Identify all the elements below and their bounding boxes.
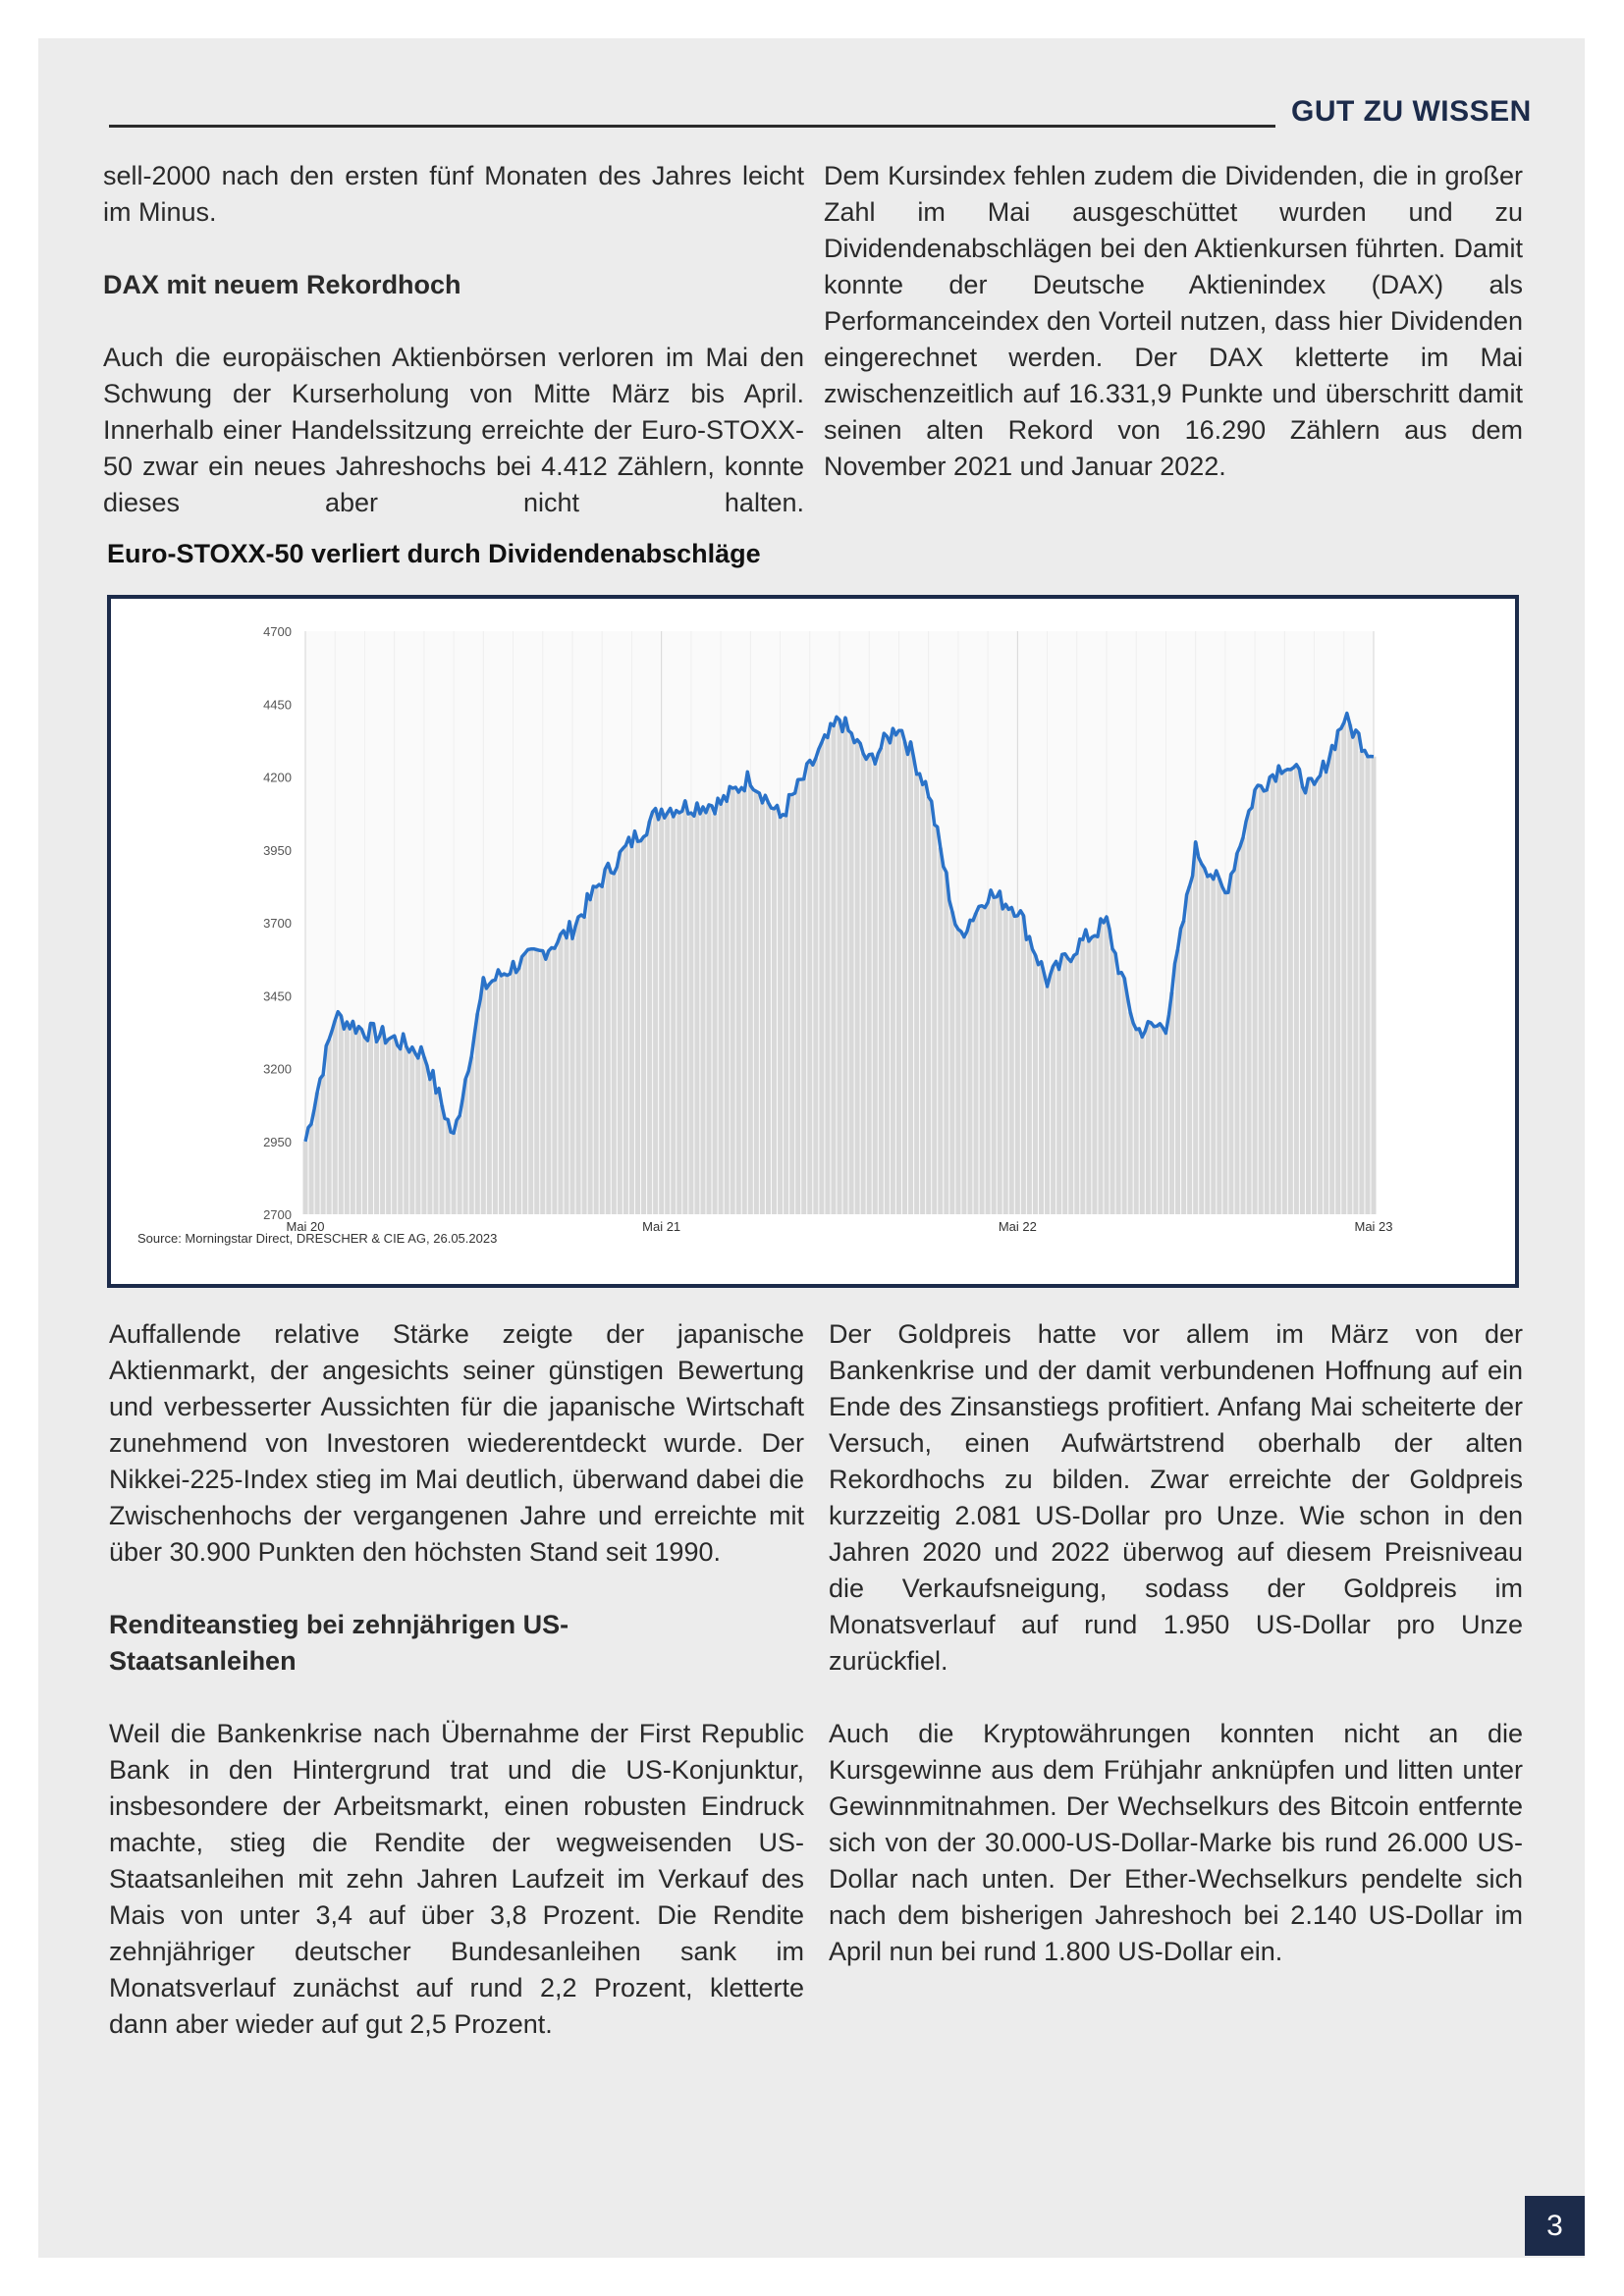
area-bar [932, 825, 937, 1214]
area-bar [552, 948, 557, 1214]
area-bar [885, 736, 890, 1214]
page [38, 38, 1585, 2258]
area-bar [368, 1024, 373, 1214]
area-bar [493, 980, 498, 1214]
area-bar [1164, 1034, 1168, 1214]
chart-title: Euro-STOXX-50 verliert durch Dividendenabschläge [107, 539, 761, 568]
area-bar [1318, 775, 1323, 1214]
area-bar [980, 906, 985, 1214]
area-bar [356, 1027, 361, 1214]
paragraph-japan: Auffallende relative Stärke zeigte der japanische Aktienmarkt, der angesichts seiner günstigen Bewertung und verbesserter Aussichten für die japanische Wirtschaft zunehmend von Investoren wiederentdeckt wurde. Der Nikkei-225-Index stieg im Mai deutlich, überwand dabei die Zwischenhochs der vergangenen Jahre und erreichte mit über 30.900 Punkten den höchsten Stand seit 1990. [109, 1319, 804, 1567]
area-bar [303, 1142, 308, 1214]
area-bar [1247, 811, 1252, 1214]
area-bar [546, 951, 551, 1214]
area-bar [309, 1124, 314, 1214]
area-bar [1021, 916, 1026, 1214]
area-bar [1152, 1027, 1157, 1214]
area-bar [345, 1022, 350, 1214]
area-bar [339, 1016, 344, 1214]
area-bar [974, 913, 979, 1214]
area-bar [1122, 978, 1127, 1214]
area-bar [618, 852, 623, 1214]
area-bar [949, 911, 954, 1214]
area-bar [760, 803, 765, 1214]
area-bar [998, 891, 1002, 1214]
area-bar [522, 953, 527, 1214]
paragraph-kursindex: Dem Kursindex fehlen zudem die Dividenden, die in großer Zahl im Mai ausgeschüttet wurden und zu Dividendenabschlägen bei den Aktienkursen führten. Damit konnte der Deutsche Aktienindex (DAX) als Performanceindex den Vorteil nutzen, dass hier Dividenden eingerechnet werden. Der DAX kletterte im Mai zwischenzeitlich auf 16.331,9 Punkte und überschritt damit seinen alten Rekord von 16.290 Zählern aus dem November 2021 und Januar 2022. [824, 161, 1523, 481]
area-bar [849, 733, 854, 1214]
area-bar [1228, 874, 1233, 1214]
area-bar [671, 817, 676, 1214]
area-bar [1306, 778, 1311, 1214]
area-bar [1265, 790, 1270, 1214]
area-bar [688, 813, 693, 1214]
area-bar [719, 804, 724, 1214]
area-bar [427, 1080, 432, 1214]
area-bar [1282, 771, 1287, 1214]
area-bar [1080, 939, 1085, 1214]
area-bar [731, 788, 735, 1214]
area-bar [421, 1057, 426, 1214]
area-bar [1187, 886, 1192, 1214]
page-number: 3 [1525, 2196, 1585, 2256]
area-bar [1128, 1012, 1133, 1214]
area-bar [1276, 766, 1281, 1214]
area-bar [386, 1040, 391, 1214]
x-tick-label: Mai 21 [642, 1219, 681, 1234]
area-bar [1039, 962, 1044, 1214]
y-tick-label: 4700 [263, 624, 292, 639]
header-rule [109, 125, 1275, 128]
area-bar [855, 740, 860, 1214]
area-bar [665, 813, 670, 1214]
paragraph-us-bonds: Weil die Bankenkrise nach Übernahme der First Republic Bank in den Hintergrund trat und die US-Konjunktur, insbesondere der Arbeitsmarkt, einen robusten Eindruck machte, stieg die Rendite der wegweisenden US-Staatsanleihen mit zehn Jahren Laufzeit im Verkauf des Mais von unter 3,4 auf über 3,8 Prozent. Die Rendite zehnjähriger deutscher Bundesanleihen sank im Monatsverlauf zunächst auf rund 2,2 Prozent, kletterte dann aber wieder auf gut 2,5 Prozent. [109, 1719, 804, 2039]
area-bar [1181, 921, 1186, 1214]
y-tick-label: 2950 [263, 1134, 292, 1149]
area-bar [902, 742, 907, 1214]
area-bar [1312, 784, 1317, 1214]
area-bar [511, 961, 515, 1214]
area-bar [1329, 745, 1334, 1214]
area-bar [831, 725, 836, 1214]
x-tick-label: Mai 23 [1354, 1219, 1393, 1234]
area-bar [778, 817, 783, 1214]
area-bar [789, 795, 794, 1214]
heading-dax: DAX mit neuem Rekordhoch [103, 270, 461, 299]
area-bar [896, 730, 901, 1214]
area-bar [446, 1119, 451, 1214]
area-bar [333, 1021, 338, 1214]
area-bar [1045, 987, 1050, 1214]
area-bar [582, 917, 587, 1214]
area-bar [380, 1027, 385, 1214]
area-bar [1098, 919, 1103, 1214]
area-bar [766, 803, 771, 1214]
area-bar [961, 937, 966, 1214]
area-bar [1027, 936, 1032, 1214]
area-bar [499, 976, 504, 1214]
area-bar [475, 1013, 480, 1214]
area-bar [694, 803, 699, 1214]
area-bar [772, 809, 777, 1214]
area-bar [1253, 790, 1258, 1214]
area-bar [992, 897, 997, 1214]
area-bar [861, 754, 866, 1214]
area-bar [700, 807, 705, 1214]
area-bar [1353, 730, 1358, 1214]
area-bar [1051, 966, 1056, 1214]
area-bar [362, 1038, 367, 1214]
area-bar [505, 976, 510, 1214]
y-tick-label: 3450 [263, 988, 292, 1004]
paragraph-gold: Der Goldpreis hatte vor allem im März von der Bankenkrise und der damit verbundenen Hoffnung auf ein Ende des Zinsanstiegs profitiert. Anfang Mai scheiterte der Versuch, einen Aufwärtstrend oberhalb der alten Rekordhochs zu bilden. Zwar erreichte der Goldpreis kurzzeitig 2.081 US-Dollar pro Unze. Wie schon in den Jahren 2020 und 2022 überwog auf diesem Preisniveau die Verkaufsneigung, sodass der Goldpreis im Monatsverlauf auf rund 1.950 US-Dollar pro Unze zurückfiel. [829, 1319, 1523, 1676]
area-bar [1074, 953, 1079, 1214]
area-bar [558, 934, 563, 1214]
area-bar [795, 779, 800, 1214]
area-bar [1205, 877, 1210, 1214]
area-bar [736, 792, 741, 1214]
y-tick-label: 4450 [263, 697, 292, 713]
area-bar [677, 813, 681, 1214]
area-bar [1169, 992, 1174, 1214]
area-bar [1259, 786, 1264, 1214]
area-bar [1359, 751, 1364, 1214]
area-bar [1288, 770, 1293, 1214]
area-bar [440, 1105, 445, 1214]
area-bar [742, 791, 747, 1214]
area-bar [807, 761, 812, 1214]
area-bar [1271, 774, 1275, 1214]
y-tick-label: 2700 [263, 1207, 292, 1222]
area-bar [659, 809, 664, 1214]
area-bar [1086, 941, 1091, 1214]
area-bar [1199, 864, 1204, 1214]
area-bar [682, 801, 687, 1214]
area-bar [707, 805, 712, 1214]
area-bar [415, 1058, 420, 1214]
area-bar [540, 951, 545, 1214]
area-bar [606, 863, 611, 1214]
area-bar [600, 886, 605, 1214]
area-bar [398, 1049, 403, 1214]
area-bar [327, 1040, 332, 1214]
area-bar [629, 846, 634, 1214]
heading-renditeanstieg: Renditeanstieg bei zehnjährigen US-Staatsanleihen [109, 1610, 569, 1676]
column-bottom-left [109, 1316, 804, 2043]
area-bar [813, 759, 818, 1214]
area-bar [1294, 765, 1299, 1214]
area-bar [1068, 961, 1073, 1214]
area-bar [867, 755, 872, 1214]
paragraph-crypto: Auch die Kryptowährungen konnten nicht an die Kursgewinne aus dem Frühjahr anknüpfen und litten unter Gewinnmitnahmen. Der Wechselkurs des Bitcoin entfernte sich von der 30.000-US-Dollar-Marke bis rund 26.000 US-Dollar nach unten. Der Ether-Wechselkurs pendelte sich nach dem bisherigen Jahreshoch bei 2.140 US-Dollar im April nun bei rund 1.800 US-Dollar ein. [829, 1719, 1523, 1966]
area-bar [1033, 955, 1038, 1214]
area-bar [392, 1036, 397, 1214]
area-bar [1324, 773, 1328, 1214]
area-bar [1211, 880, 1216, 1214]
area-bar [914, 774, 919, 1214]
column-bottom-right [829, 1316, 1523, 1970]
area-bar [920, 784, 925, 1214]
area-bar [944, 873, 948, 1214]
area-bar [594, 887, 599, 1214]
area-bar [1222, 892, 1227, 1214]
area-bar [588, 900, 593, 1214]
area-bar [1158, 1024, 1163, 1214]
y-tick-label: 3200 [263, 1061, 292, 1077]
area-bar [1009, 907, 1014, 1214]
area-bar [825, 737, 830, 1214]
area-bar [955, 930, 960, 1214]
area-bar [1105, 917, 1110, 1214]
area-bar [351, 1021, 355, 1214]
area-bar [1217, 879, 1221, 1214]
area-bar [1003, 904, 1008, 1214]
area-bar [967, 920, 972, 1214]
area-bar [1241, 837, 1246, 1214]
area-bar [879, 748, 884, 1214]
area-bar [873, 764, 878, 1214]
area-bar [748, 785, 753, 1214]
area-bar [1365, 757, 1370, 1214]
area-bar [374, 1041, 379, 1214]
x-tick-label: Mai 22 [998, 1219, 1037, 1234]
area-bar [1015, 916, 1020, 1214]
area-bar [1140, 1038, 1145, 1214]
area-bar [635, 841, 640, 1214]
area-bar [653, 809, 658, 1214]
area-bar [938, 848, 943, 1214]
area-bar [1056, 970, 1061, 1214]
area-bar [838, 720, 842, 1214]
area-bar [754, 791, 759, 1214]
area-bar [570, 938, 575, 1214]
area-bar [908, 742, 913, 1214]
column-top-right [824, 158, 1523, 485]
area-bar [843, 718, 848, 1214]
area-bar [534, 950, 539, 1214]
area-bar [1134, 1030, 1139, 1214]
area-bar [986, 902, 991, 1214]
area-bar [564, 938, 568, 1214]
area-bar [487, 984, 492, 1214]
area-bar [713, 814, 718, 1214]
area-bar [784, 816, 788, 1214]
area-bar [801, 779, 806, 1214]
area-bar [1146, 1022, 1151, 1214]
area-bar [528, 949, 533, 1214]
line-chart [111, 599, 1515, 1284]
paragraph-europe: Auch die europäischen Aktienbörsen verloren im Mai den Schwung der Kurserholung von Mitte März bis April. Innerhalb einer Handelssitzung erreichte der Euro-STOXX-50 zwar ein neues Jahreshochs bei 4.412 Zählern, konnte dieses aber nicht halten. [103, 343, 804, 517]
area-bar [409, 1047, 414, 1214]
area-bar [1116, 974, 1121, 1214]
chart-frame [107, 595, 1519, 1288]
area-bar [1193, 842, 1198, 1214]
area-bar [647, 821, 652, 1214]
area-bar [926, 797, 931, 1214]
chart-source: Source: Morningstar Direct, DRESCHER & CIE AG, 26.05.2023 [137, 1231, 498, 1246]
area-bar [641, 836, 646, 1214]
x-tick-label: Mai 20 [286, 1219, 325, 1234]
area-bar [469, 1057, 474, 1214]
area-bar [1110, 949, 1115, 1214]
area-bar [321, 1075, 326, 1214]
intro-text: sell-2000 nach den ersten fünf Monaten des Jahres leicht im Minus. [103, 161, 804, 227]
area-bar [516, 968, 521, 1214]
y-tick-label: 3700 [263, 916, 292, 931]
section-title: GUT ZU WISSEN [1291, 95, 1532, 128]
area-bar [452, 1133, 457, 1214]
area-bar [1300, 786, 1305, 1214]
area-bar [1347, 724, 1352, 1214]
area-bar [1234, 853, 1239, 1214]
area-bar [481, 978, 486, 1214]
area-bar [1062, 954, 1067, 1214]
area-bar [433, 1094, 438, 1214]
area-bar [404, 1046, 408, 1214]
area-bar [725, 801, 730, 1214]
area-bar [1335, 730, 1340, 1214]
area-bar [891, 728, 895, 1214]
y-tick-label: 3950 [263, 842, 292, 858]
area-bar [819, 742, 824, 1214]
column-top-left [103, 158, 804, 521]
area-bar [623, 845, 628, 1214]
area-bar [1092, 935, 1097, 1214]
area-bar [1175, 949, 1180, 1214]
y-tick-label: 4200 [263, 770, 292, 785]
area-bar [458, 1115, 462, 1214]
area-bar [612, 874, 617, 1214]
area-bar [1341, 722, 1346, 1214]
area-bar [1372, 757, 1377, 1214]
area-bar [576, 917, 581, 1214]
